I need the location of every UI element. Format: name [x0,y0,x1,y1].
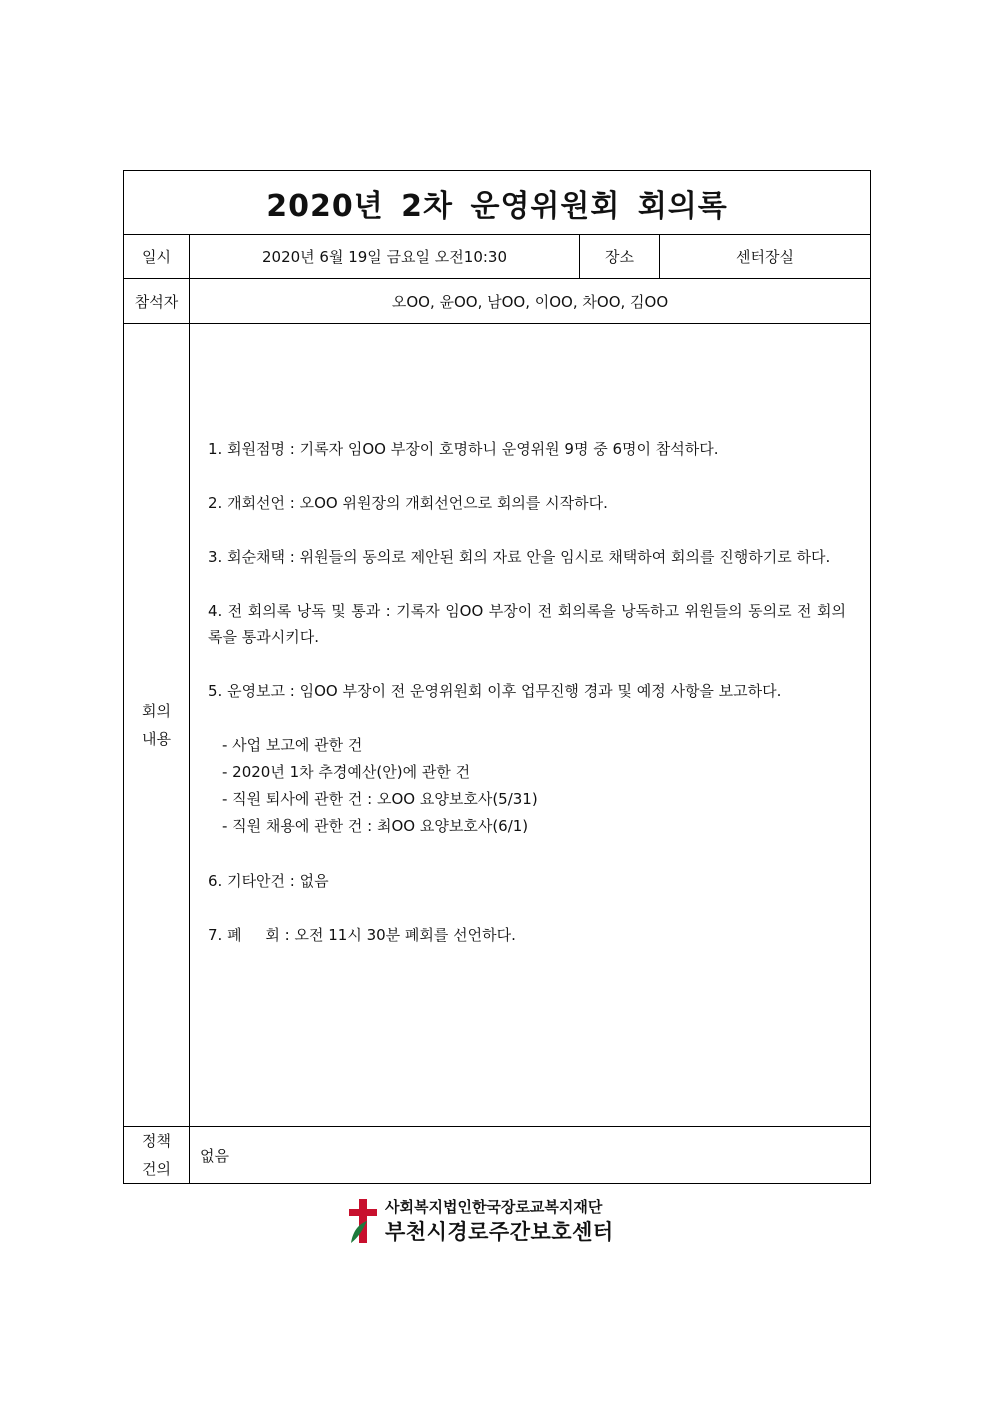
place-value: 센터장실 [660,235,871,279]
date-label: 일시 [124,235,190,279]
document-title: 2020년 2차 운영위원회 회의록 [266,188,728,224]
agenda-item-6: 6. 기타안건 : 없음 [208,872,329,890]
agenda-item-1: 1. 회원점명 : 기록자 임OO 부장이 호명하니 운영위원 9명 중 6명이 참석하다. [208,440,719,458]
attendees-value: 오OO, 윤OO, 남OO, 이OO, 차OO, 김OO [190,279,871,324]
content-label-line2: 내용 [142,730,171,748]
agenda-item-5: 5. 운영보고 : 임OO 부장이 전 운영위원회 이후 업무진행 경과 및 예정 사항을 보고하다. [208,682,782,700]
sub-item-4: - 직원 채용에 관한 건 : 최OO 요양보호사(6/1) [222,817,529,835]
agenda-item-4: 4. 전 회의록 낭독 및 통과 : 기록자 임OO 부장이 전 회의록을 낭독하고 위원들의 동의로 전 회의록을 통과시키다. [208,602,847,646]
policy-value: 없음 [190,1127,871,1184]
policy-label [124,1127,190,1184]
content-body [208,324,846,948]
content-label-line1: 회의 [142,702,171,720]
center-name: 부천시경로주간보호센터 [385,1220,614,1244]
organization-name: 사회복지법인한국장로교복지재단 [385,1198,603,1216]
date-value: 2020년 6월 19일 금요일 오전10:30 [190,235,580,279]
content-label [124,324,190,1127]
sub-item-3: - 직원 퇴사에 관한 건 : 오OO 요양보호사(5/31) [222,790,538,808]
minutes-table [123,170,871,1184]
content-cell [190,324,871,1127]
policy-label-line1: 정책 [142,1132,171,1150]
agenda-item-3: 3. 회순채택 : 위원들의 동의로 제안된 회의 자료 안을 임시로 채택하여 회의를 진행하기로 하다. [208,548,831,566]
footer-branding [347,1196,647,1246]
agenda-item-7: 7. 폐 회 : 오전 11시 30분 폐회를 선언하다. [208,926,516,944]
agenda-item-2: 2. 개회선언 : 오OO 위원장의 개회선언으로 회의를 시작하다. [208,494,608,512]
cross-logo-icon [347,1197,379,1245]
footer-text [385,1196,614,1246]
sub-item-1: - 사업 보고에 관한 건 [222,736,363,754]
place-label: 장소 [580,235,660,279]
policy-label-line2: 건의 [142,1160,171,1178]
title-cell [124,171,871,235]
attendees-label: 참석자 [124,279,190,324]
report-sub-list [208,732,846,840]
sub-item-2: - 2020년 1차 추경예산(안)에 관한 건 [222,763,471,781]
